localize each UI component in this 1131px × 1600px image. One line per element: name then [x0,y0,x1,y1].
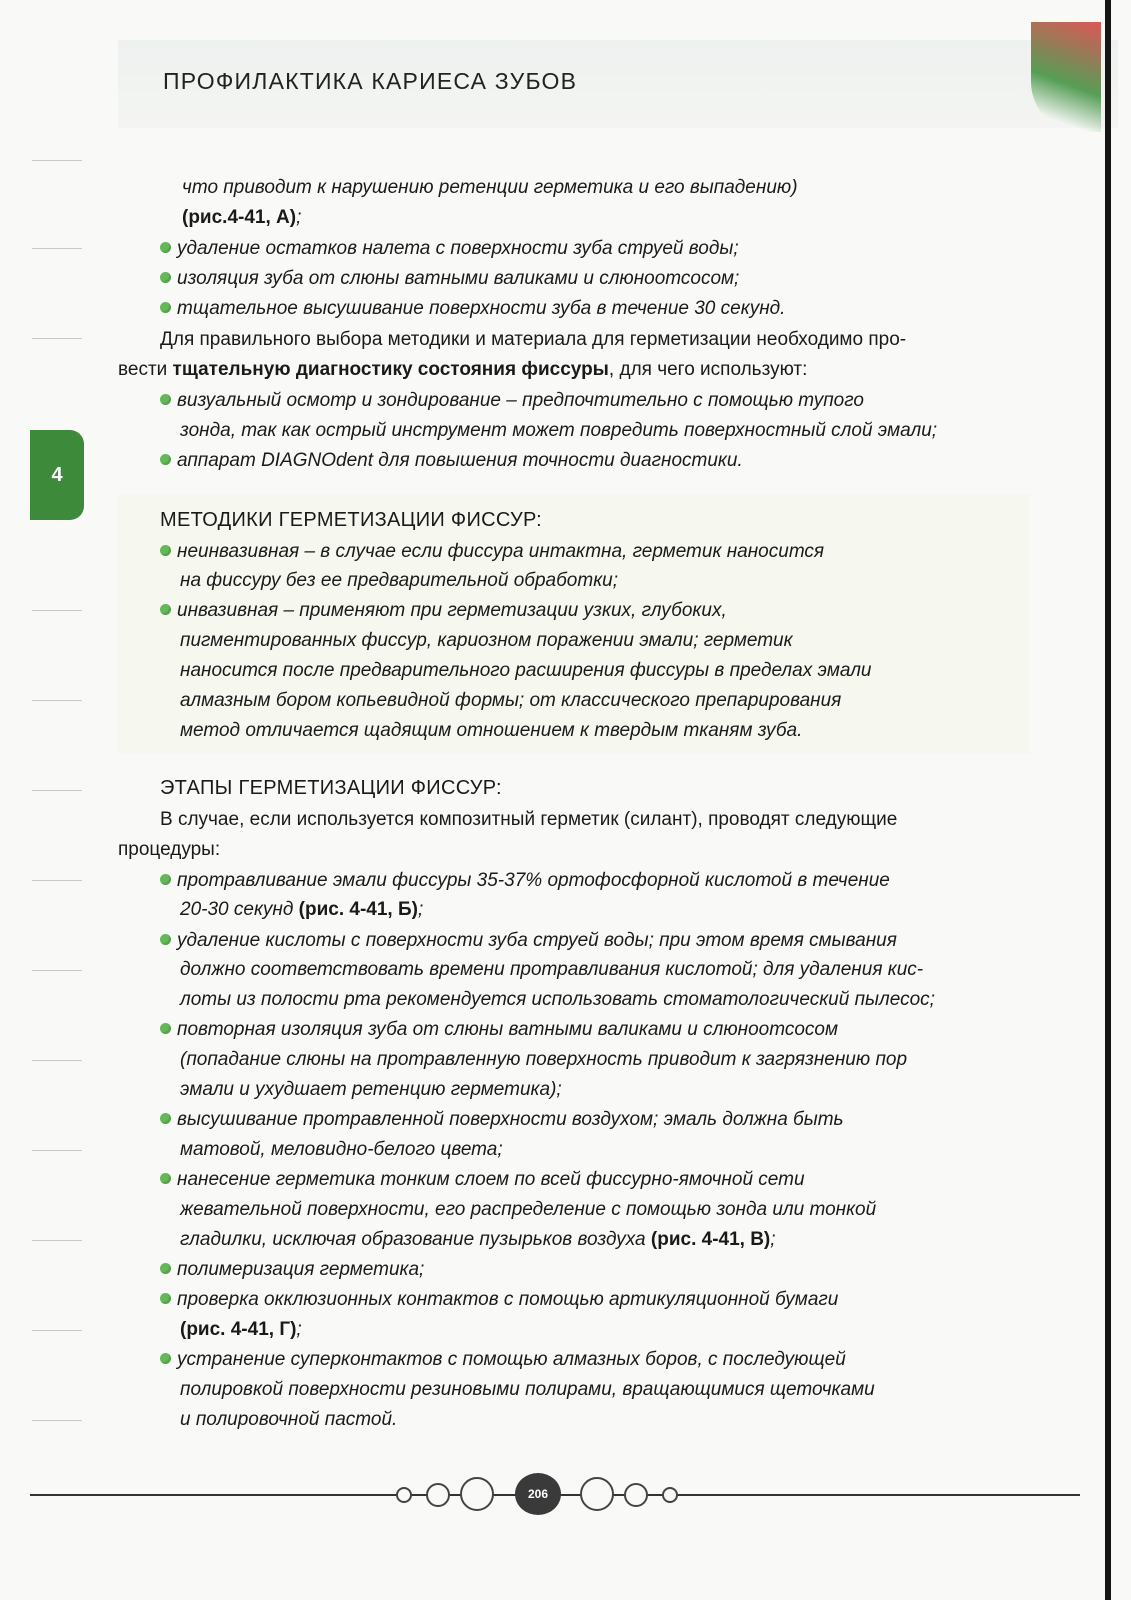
bullet-icon [160,545,171,556]
text-line: Для правильного выбора методики и материала для герметизации необходимо про- [160,329,907,350]
page-title: ПРОФИЛАКТИКА КАРИЕСА ЗУБОВ [163,68,578,94]
figure-ref: (рис. 4-41, Г) [180,1319,297,1340]
text-line: лоты из полости рта рекомендуется использовать стоматологический пылесос; [180,989,935,1010]
text-line: наносится после предварительного расширения фиссуры в пределах эмали [180,660,872,681]
methods-box [118,494,1030,754]
text-line: матовой, меловидно-белого цвета; [180,1139,503,1160]
bullet-icon [160,1173,171,1184]
list-item: инвазивная – применяют при герметизации узких, глубоких, [160,599,727,623]
text-line: и полировочной пастой. [180,1409,398,1430]
text-line: должно соответствовать времени протравливания кислотой; для удаления кис- [180,959,924,980]
list-item: удаление кислоты с поверхности зуба струей воды; при этом время смывания [160,929,897,953]
bullet-icon [160,454,171,465]
text-line: эмали и ухудшает ретенцию герметика); [180,1079,562,1100]
bullet-icon [160,1353,171,1364]
tab-divider [32,1240,82,1241]
ornament-circle [580,1477,614,1511]
list-item: устранение суперконтактов с помощью алмазных боров, с последующей [160,1348,846,1372]
text-line: алмазным бором копьевидной формы; от классического препарирования [180,690,842,711]
text-line: полировкой поверхности резиновыми полирами, вращающимися щеточками [180,1379,875,1400]
text-line: (попадание слюны на протравленную поверхность приводит к загрязнению пор [180,1049,908,1070]
text-line: жевательной поверхности, его распределение с помощью зонда или тонкой [180,1199,877,1220]
emphasis-text: тщательную диагностику состояния фиссуры [172,359,609,380]
tab-divider [32,700,82,701]
list-item: нанесение герметика тонким слоем по всей фиссурно-ямочной сети [160,1168,805,1192]
list-item: неинвазивная – в случае если фиссура интактна, герметик наносится [160,540,824,564]
bullet-icon [160,242,171,253]
text-line: 20-30 секунд (рис. 4-41, Б); [180,899,424,920]
bullet-icon [160,272,171,283]
list-item: аппарат DIAGNOdent для повышения точности диагностики. [160,449,743,473]
figure-ref: (рис. 4-41, Б) [298,899,418,920]
figure-ref: (рис. 4-41, В) [650,1229,771,1250]
text-line: В случае, если используется композитный герметик (силант), проводят следующие [160,809,898,830]
ornament-circle [460,1477,494,1511]
bullet-icon [160,1293,171,1304]
tab-divider [32,790,82,791]
list-item: полимеризация герметика; [160,1258,424,1282]
text-line: метод отличается щадящим отношением к твердым тканям зуба. [180,720,803,741]
page-edge-shadow [1105,0,1111,1600]
text-line: что приводит к нарушению ретенции герметика и его выпадению) [182,177,798,198]
list-item: проверка окклюзионных контактов с помощью артикуляционной бумаги [160,1288,838,1312]
bullet-icon [160,1023,171,1034]
bullet-icon [160,1263,171,1274]
ornament-circle [396,1487,412,1503]
bullet-icon [160,934,171,945]
list-item: удаление остатков налета с поверхности зуба струей воды; [160,237,739,261]
list-item: тщательное высушивание поверхности зуба в течение 30 секунд. [160,297,785,321]
tab-divider [32,1060,82,1061]
section-heading: МЕТОДИКИ ГЕРМЕТИЗАЦИИ ФИССУР: [160,509,543,531]
list-item: высушивание протравленной поверхности воздухом; эмаль должна быть [160,1108,844,1132]
tab-divider [32,970,82,971]
text-line: на фиссуру без ее предварительной обработки; [180,570,619,591]
bullet-icon [160,1113,171,1124]
tab-divider [32,248,82,249]
figure-ref: (рис.4-41, А) [182,207,297,228]
page-number: 206 [515,1473,561,1515]
text-line: пигментированных фиссур, кариозном поражении эмали; герметик [180,630,793,651]
tab-divider [32,1150,82,1151]
chapter-tab: 4 [30,430,84,520]
text-line: (рис. 4-41, Г); [180,1319,302,1340]
tab-divider [32,338,82,339]
text-line: гладилки, исключая образование пузырьков воздуха (рис. 4-41, В); [180,1229,776,1250]
bullet-icon [160,604,171,615]
list-item: протравливание эмали фиссуры 35-37% ортофосфорной кислотой в течение [160,869,890,893]
text-line: вести тщательную диагностику состояния фиссуры, для чего используют: [118,359,808,380]
list-item: повторная изоляция зуба от слюны ватными валиками и слюноотсосом [160,1018,838,1042]
tab-divider [32,610,82,611]
bullet-icon [160,302,171,313]
text-line: процедуры: [118,839,221,860]
text-line: (рис.4-41, А); [182,207,302,228]
tab-divider [32,1330,82,1331]
ornament-circle [426,1483,450,1507]
list-item: изоляция зуба от слюны ватными валиками и слюноотсосом; [160,267,739,291]
ornament-circle [662,1487,678,1503]
text-line: зонда, так как острый инструмент может повредить поверхностный слой эмали; [180,420,938,441]
bullet-icon [160,874,171,885]
tab-divider [32,1420,82,1421]
thumb-index-tabs [32,160,86,1460]
bullet-icon [160,394,171,405]
ornament-circle [624,1483,648,1507]
list-item: визуальный осмотр и зондирование – предпочтительно с помощью тупого [160,389,864,413]
tab-divider [32,880,82,881]
tab-divider [32,160,82,161]
section-heading: ЭТАПЫ ГЕРМЕТИЗАЦИИ ФИССУР: [160,777,502,799]
